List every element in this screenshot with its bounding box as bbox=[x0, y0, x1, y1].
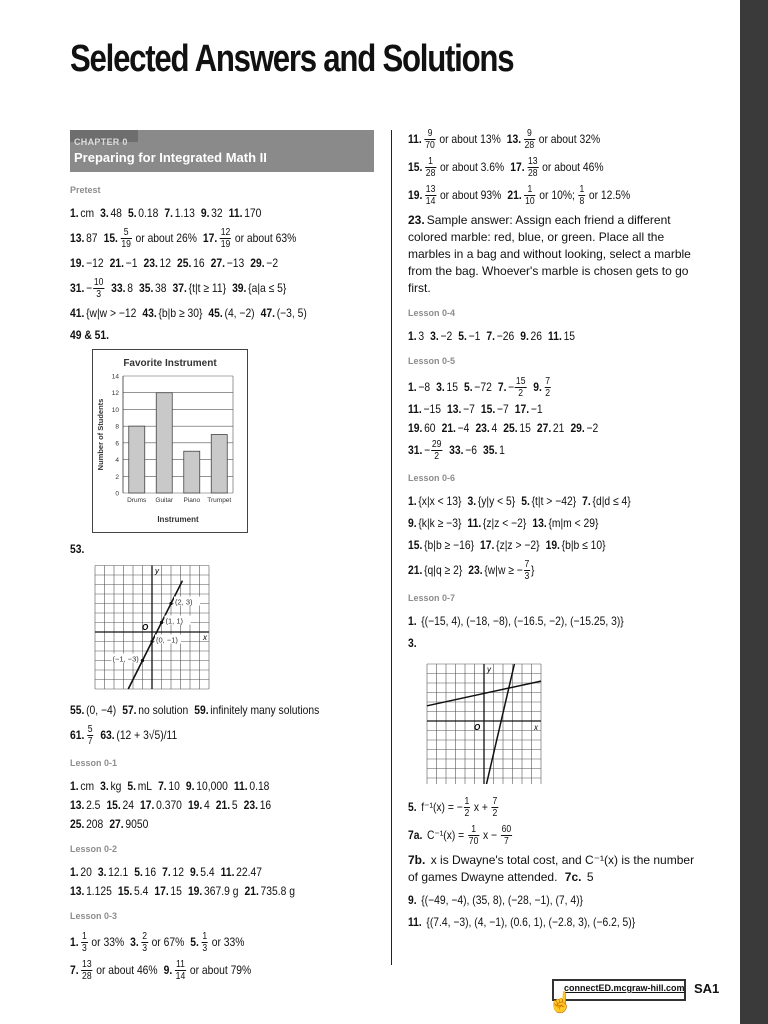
answer-item: 11. 22.47 bbox=[220, 865, 263, 879]
answer-item: 19. $\frac{13}{14}$ or about 93% bbox=[408, 184, 502, 207]
answer-0-7-7b: 7b. x is Dwayne's total cost, and C⁻¹(x) is the number of games Dwayne attended. 7c. 5 bbox=[408, 853, 695, 884]
pretest-answers bbox=[70, 205, 380, 322]
section-label-lesson-0-6: Lesson 0-6 bbox=[408, 473, 456, 483]
section-label-lesson-0-2: Lesson 0-2 bbox=[70, 844, 118, 854]
y-tick-label: 6 bbox=[115, 440, 119, 448]
answer-item: 39. {a|a ≤ 5} bbox=[232, 280, 287, 295]
section-label-lesson-0-5: Lesson 0-5 bbox=[408, 356, 456, 366]
answer-item: 15. 24 bbox=[106, 798, 135, 812]
answer-item: 25. 16 bbox=[177, 256, 205, 270]
answer-item: 11. 0.18 bbox=[233, 779, 270, 793]
answer-item: 9. $\frac{11}{14}$ or about 79% bbox=[163, 959, 252, 982]
answer-item: 17. 15 bbox=[154, 884, 182, 898]
answer-item: 7. 12 bbox=[162, 865, 184, 879]
y-tick-label: 8 bbox=[115, 423, 119, 431]
answer-item: 5. 16 bbox=[134, 865, 157, 879]
answer-0-7-5: 5. f⁻¹(x) = − $\frac{1}{2}$ x + $\frac{7}{2}$ bbox=[408, 796, 498, 819]
answer-item: 13. {m|m < 29} bbox=[532, 516, 599, 530]
answer-item: 3. 12.1 bbox=[97, 865, 129, 879]
answer-item: 23. 12 bbox=[143, 256, 172, 270]
answer-line bbox=[70, 797, 337, 814]
answer-item: 15. {b|b ≥ −16} bbox=[408, 538, 475, 552]
lesson-0-5-answers bbox=[408, 376, 708, 462]
origin-label: O bbox=[474, 723, 481, 732]
answer-item: 15. $\frac{1}{28}$ or about 3.6% bbox=[408, 156, 505, 179]
bar-guitar bbox=[156, 393, 172, 493]
answer-item: 19. −12 bbox=[70, 256, 104, 270]
answer-item: 11. $\frac{9}{70}$ or about 13% bbox=[408, 128, 501, 151]
chart-title: Favorite Instrument bbox=[123, 358, 217, 369]
answer-item: 3. kg bbox=[100, 779, 122, 793]
x-tick-label: Piano bbox=[183, 497, 201, 504]
answer-item: 61. $\frac{5}{7}$ bbox=[70, 724, 93, 747]
answer-item: 21. $\frac{1}{10}$ or 10%; $\frac{1}{8}$ or 12.5% bbox=[507, 184, 631, 207]
answer-item: 1. {x|x < 13} bbox=[408, 494, 462, 508]
answer-item: 13. $\frac{9}{28}$ or about 32% bbox=[506, 128, 601, 151]
lesson-0-2-answers bbox=[70, 864, 380, 900]
answer-item: 11. 15 bbox=[548, 329, 576, 343]
coordinate-graph-53 bbox=[90, 560, 215, 696]
chapter-kicker: CHAPTER 0 bbox=[74, 137, 128, 147]
answer-item: 15. $\frac{5}{19}$ or about 26% bbox=[103, 227, 197, 250]
answer-item: 27. 9050 bbox=[109, 817, 149, 831]
answers-55-59 bbox=[70, 702, 380, 719]
point bbox=[160, 621, 163, 624]
answer-0-7-1: 1. {(−15, 4), (−18, −8), (−16.5, −2), (−15.25, 3)} bbox=[408, 614, 624, 628]
y-tick-label: 14 bbox=[111, 373, 119, 381]
answer-item: 63. (12 + 3√5)/11 bbox=[100, 727, 178, 742]
answer-item: 27. 21 bbox=[536, 421, 565, 435]
answer-item: 9. $\frac{7}{2}$ bbox=[533, 376, 551, 399]
answer-line bbox=[408, 439, 666, 462]
answer-0-7-11: 11. {(7.4, −3), (4, −1), (0.6, 1), (−2.8, 3), (−6.2, 5)} bbox=[408, 915, 636, 929]
x-axis-label: x bbox=[203, 633, 207, 642]
answer-line bbox=[70, 702, 337, 719]
label-53: 53. bbox=[70, 542, 85, 556]
bar-trumpet bbox=[211, 435, 227, 494]
coordinate-graph-0-7-3 bbox=[422, 654, 547, 784]
label-49-51: 49 & 51. bbox=[70, 328, 110, 342]
bar-chart-svg bbox=[93, 350, 247, 532]
answer-0-7-9: 9. {(−49, −4), (35, 8), (−28, −1), (7, 4)} bbox=[408, 893, 583, 907]
answer-item: 41. {w|w > −12 bbox=[70, 306, 137, 320]
answers-61-63 bbox=[70, 724, 380, 747]
answer-item: 5. {t|t > −42} bbox=[521, 494, 577, 508]
answer-item: 37. {t|t ≥ 11} bbox=[172, 280, 227, 295]
answers-11-21 bbox=[408, 128, 708, 207]
point-label: (0, −1) bbox=[156, 635, 178, 645]
section-label-lesson-0-1: Lesson 0-1 bbox=[70, 758, 118, 768]
answer-item: 33. −6 bbox=[449, 442, 477, 457]
answer-0-7-7a: 7a. C⁻¹(x) = $\frac{1}{70}$ x − $\frac{60}{7}$ bbox=[408, 824, 512, 847]
answer-item: 13. −7 bbox=[447, 402, 475, 416]
answer-item: 45. (4, −2) bbox=[208, 306, 255, 320]
x-tick-label: Guitar bbox=[155, 497, 174, 504]
answer-line bbox=[408, 184, 666, 207]
point bbox=[150, 640, 153, 643]
answer-item: 7. $\frac{13}{28}$ or about 46% bbox=[70, 959, 158, 982]
answer-item: 3. 15 bbox=[436, 379, 458, 394]
answer-line bbox=[70, 778, 337, 795]
answer-line bbox=[70, 205, 337, 222]
answer-item: 5. mL bbox=[127, 779, 153, 793]
answer-item: 1. cm bbox=[70, 206, 95, 220]
point bbox=[141, 659, 144, 662]
answer-line bbox=[408, 156, 666, 179]
answer-item: 1. 20 bbox=[70, 865, 92, 879]
answer-item: 3. −2 bbox=[430, 329, 453, 343]
lesson-0-3-answers bbox=[70, 931, 380, 982]
answer-item: 9. 10,000 bbox=[185, 779, 228, 793]
answer-line bbox=[70, 305, 337, 322]
answer-line bbox=[408, 128, 666, 151]
answer-item: 9. 32 bbox=[200, 206, 223, 220]
answer-item: 23. 4 bbox=[475, 421, 498, 435]
hand-cursor-icon: ☝ bbox=[548, 992, 573, 1014]
answer-line bbox=[408, 537, 666, 554]
section-label-lesson-0-3: Lesson 0-3 bbox=[70, 911, 118, 921]
answer-item: 3. 48 bbox=[100, 206, 122, 220]
answer-item: 19. 4 bbox=[187, 798, 210, 812]
answer-line bbox=[408, 328, 666, 345]
x-axis-label: x bbox=[534, 723, 538, 732]
answer-line bbox=[408, 493, 666, 510]
answer-item: 1. $\frac{1}{3}$ or 33% bbox=[70, 931, 125, 954]
answer-item: 19. 367.9 g bbox=[187, 884, 239, 898]
answer-line bbox=[70, 864, 337, 881]
answer-item: 1. cm bbox=[70, 779, 95, 793]
answer-item: 5. $\frac{1}{3}$ or 33% bbox=[190, 931, 245, 954]
bar-piano bbox=[184, 451, 200, 493]
answer-item: 7. 10 bbox=[158, 779, 180, 793]
right-column bbox=[408, 128, 708, 936]
answer-item: 1. −8 bbox=[408, 379, 431, 394]
answer-item: 21. −4 bbox=[441, 421, 470, 435]
page-number: SA1 bbox=[694, 981, 720, 996]
answer-item: 5. −1 bbox=[458, 329, 481, 343]
answer-item: 43. {b|b ≥ 30} bbox=[142, 306, 203, 320]
graph-0-7-3 bbox=[422, 654, 547, 790]
y-axis-label: y bbox=[487, 665, 491, 674]
answer-23-text: Sample answer: Assign each friend a different colored marble: red, blue, or green. Place all the marbles in a bag and without looking, select a marble from the bag. Whoever's marble is chosen gets to go first. bbox=[408, 213, 691, 295]
origin-label: O bbox=[142, 623, 149, 632]
answer-item: 15. 5.4 bbox=[117, 884, 149, 898]
column-divider bbox=[391, 130, 392, 965]
answer-line bbox=[70, 724, 337, 747]
answer-line bbox=[70, 816, 337, 833]
answer-item: 21. 735.8 g bbox=[244, 884, 295, 898]
answer-item: 11. {z|z < −2} bbox=[467, 516, 527, 530]
chapter-title: Preparing for Integrated Math II bbox=[74, 150, 267, 165]
bar-chart-favorite-instrument bbox=[92, 349, 248, 533]
scroll-edge-bar[interactable] bbox=[740, 0, 768, 1024]
answer-item: 59. infinitely many solutions bbox=[194, 703, 320, 717]
point-label: (−1, −3) bbox=[112, 654, 139, 664]
graph-53 bbox=[90, 560, 215, 696]
answer-item: 17. $\frac{12}{19}$ or about 63% bbox=[202, 227, 297, 250]
function-line bbox=[486, 664, 515, 784]
answer-item: 15. −7 bbox=[480, 402, 509, 416]
chapter-header bbox=[70, 130, 374, 172]
answer-item: 23. 16 bbox=[243, 798, 272, 812]
y-tick-label: 0 bbox=[115, 490, 119, 498]
x-tick-label: Trumpet bbox=[207, 497, 232, 504]
answer-item: 55. (0, −4) bbox=[70, 703, 117, 717]
answer-item: 9. 26 bbox=[520, 329, 543, 343]
answer-item: 21. {q|q ≥ 2} bbox=[408, 562, 463, 577]
answer-line bbox=[70, 931, 337, 954]
answer-line bbox=[70, 255, 337, 272]
answer-item: 17. $\frac{13}{28}$ or about 46% bbox=[510, 156, 604, 179]
answer-line bbox=[408, 401, 666, 418]
answer-item: 11. −15 bbox=[408, 402, 442, 416]
answer-0-7-3-label: 3. bbox=[408, 636, 417, 650]
answer-item: 7. − $\frac{15}{2}$ bbox=[497, 376, 526, 399]
answer-line bbox=[70, 959, 337, 982]
answer-line bbox=[408, 420, 666, 437]
answer-23: 23. Sample answer: Assign each friend a different colored marble: red, blue, or green. Place all the marbles in a bag and without looking, select a marble from the bag. Whoever's marble is chosen gets to go first. bbox=[408, 213, 691, 295]
answer-item: 47. (−3, 5) bbox=[260, 306, 307, 320]
bar-drums bbox=[129, 426, 145, 493]
answer-item: 17. −1 bbox=[514, 402, 543, 416]
answer-item: 27. −13 bbox=[210, 256, 245, 270]
section-label-lesson-0-4: Lesson 0-4 bbox=[408, 308, 456, 318]
answer-item: 35. 38 bbox=[138, 280, 167, 295]
answer-line bbox=[70, 277, 337, 300]
point-label: (2, 3) bbox=[175, 597, 193, 607]
y-tick-label: 10 bbox=[111, 406, 119, 414]
y-axis-label: Number of Students bbox=[96, 398, 105, 471]
point-label: (1, 1) bbox=[165, 616, 184, 626]
answer-line bbox=[70, 227, 337, 250]
answer-item: 7. {d|d ≤ 4} bbox=[582, 494, 631, 508]
answer-item: 25. 208 bbox=[70, 817, 104, 831]
answer-item: 31. − $\frac{10}{3}$ bbox=[70, 277, 104, 300]
answer-item: 35. 1 bbox=[482, 442, 505, 457]
answer-item: 9. {k|k ≥ −3} bbox=[408, 516, 462, 530]
y-tick-label: 12 bbox=[111, 390, 119, 398]
answer-line bbox=[70, 883, 337, 900]
point bbox=[169, 602, 172, 605]
answer-item: 3. $\frac{2}{3}$ or 67% bbox=[130, 931, 185, 954]
left-column bbox=[70, 130, 380, 987]
answer-item: 31. − $\frac{29}{2}$ bbox=[408, 439, 442, 462]
answer-item: 21. −1 bbox=[109, 256, 138, 270]
answer-item: 1. 3 bbox=[408, 329, 425, 343]
answer-item: 25. 15 bbox=[503, 421, 531, 435]
y-tick-label: 4 bbox=[115, 457, 119, 465]
answer-line bbox=[408, 559, 666, 582]
section-label-lesson-0-7: Lesson 0-7 bbox=[408, 593, 456, 603]
section-label-pretest: Pretest bbox=[70, 185, 101, 195]
answer-item: 17. 0.370 bbox=[140, 798, 182, 812]
connected-url[interactable]: connectED.mcgraw-hill.com bbox=[564, 983, 685, 993]
lesson-0-4-answers bbox=[408, 328, 708, 345]
answer-item: 11. 170 bbox=[228, 206, 262, 220]
answer-item: 57. no solution bbox=[122, 703, 189, 717]
answer-line bbox=[408, 515, 666, 532]
x-tick-label: Drums bbox=[127, 497, 147, 504]
answer-item: 19. 60 bbox=[408, 421, 436, 435]
answer-item: 33. 8 bbox=[111, 280, 133, 295]
answer-line bbox=[408, 376, 666, 399]
answer-item: 7. 1.13 bbox=[164, 206, 195, 220]
answer-item: 9. 5.4 bbox=[189, 865, 215, 879]
answer-item: 23. {w|w ≥ − $\frac{7}{3}$ } bbox=[468, 559, 535, 582]
answer-item: 13. 1.125 bbox=[70, 884, 112, 898]
answer-item: 29. −2 bbox=[250, 256, 279, 270]
y-axis-label: y bbox=[155, 566, 159, 576]
answer-item: 29. −2 bbox=[570, 421, 599, 435]
answer-item: 13. 87 bbox=[70, 230, 98, 245]
answer-item: 5. 0.18 bbox=[127, 206, 159, 220]
answer-item: 19. {b|b ≤ 10} bbox=[545, 538, 606, 552]
page-title: Selected Answers and Solutions bbox=[70, 38, 514, 80]
answer-item: 7. −26 bbox=[486, 329, 515, 343]
answer-item: 17. {z|z > −2} bbox=[480, 538, 540, 552]
lesson-0-1-answers bbox=[70, 778, 380, 833]
answer-item: 13. 2.5 bbox=[70, 798, 101, 812]
answer-item: 3. {y|y < 5} bbox=[467, 494, 516, 508]
lesson-0-6-answers bbox=[408, 493, 708, 582]
answer-item: 5. −72 bbox=[463, 379, 492, 394]
x-axis-label: Instrument bbox=[157, 515, 199, 524]
answer-item: 21. 5 bbox=[215, 798, 238, 812]
y-tick-label: 2 bbox=[115, 473, 119, 481]
